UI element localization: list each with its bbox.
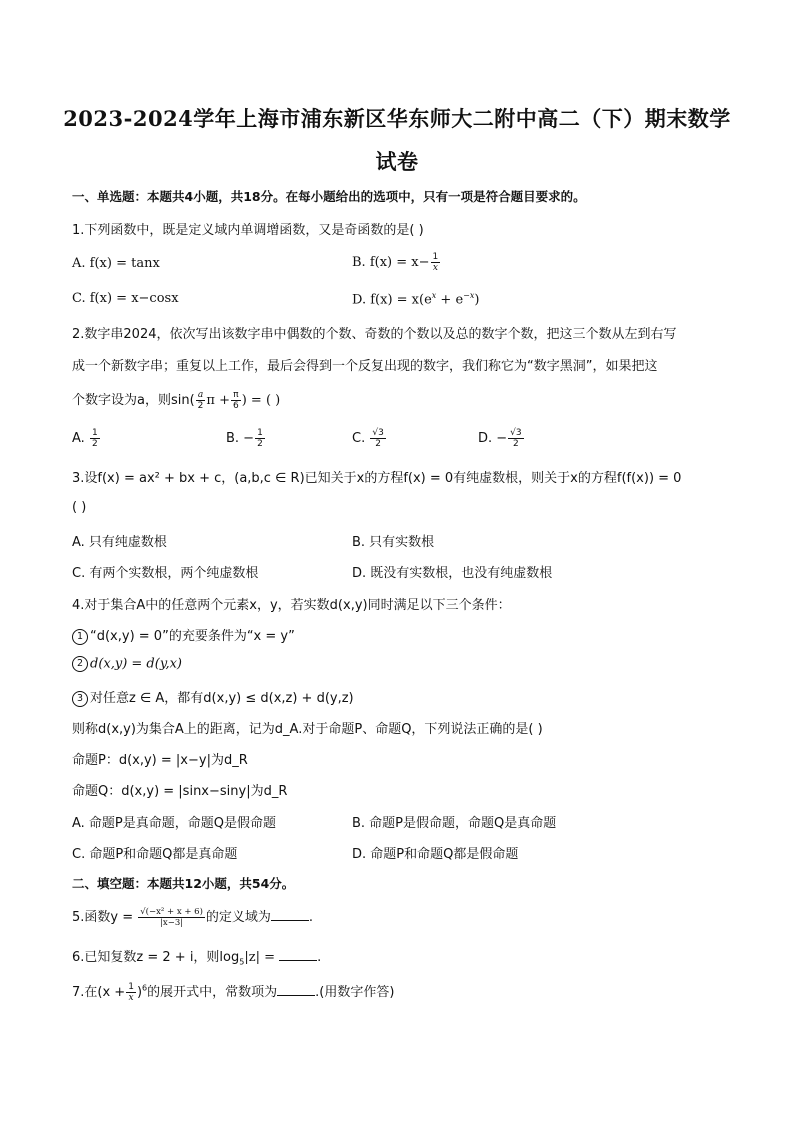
q4-option-c: C. 命题P和命题Q都是真命题 [72,847,238,862]
q1-option-c: C. f(x) = x−cosx [72,291,179,306]
q4-condition-3: 3 对任意z ∈ A，都有d(x,y) ≤ d(x,z) + d(y,z) [72,687,354,707]
q4-option-b: B. 命题P是假命题，命题Q是真命题 [352,816,557,831]
q3-option-c: C. 有两个实数根，两个纯虚数根 [72,566,259,581]
q2-option-a: A. $\frac{1}{2}$ [72,428,98,449]
section1-header: 一、单选题：本题共4小题，共18分。在每小题给出的选项中，只有一项是符合题目要求的。 [72,189,586,204]
q5-stem: 5.函数y = $\frac{\text{√(−x² + x + 6)}}{|x-3|}$ 的定义域为 . [72,907,314,928]
q1-option-a: A. f(x) = tanx [72,256,160,271]
q7-stem: 7.在(x + $\frac{1}{x}$ )$^6$的展开式中，常数项为 .(用数字作答) [72,982,395,1003]
q2-option-d: D. − $\frac{√3}{2}$ [478,428,522,449]
q2-stem-line3: 个数字设为a，则sin( $\frac{a}{2}$ π + $\frac{\pi}{6}$ ) = ( ) [72,390,281,411]
q5-fraction: $\frac{\text{√(−x² + x + 6)}}{|x-3|}$ [140,907,203,928]
q2-stem-line2: 成一个新数字串；重复以上工作，最后会得到一个反复出现的数字，我们称它为“数字黑洞”，如果把这 [72,359,658,374]
q1-b-fraction: $\frac{1}{x}$ [432,252,439,273]
q7-fraction: $\frac{1}{x}$ [128,982,134,1003]
q1-stem: 1.下列函数中，既是定义域内单调增函数，又是奇函数的是( ) [72,223,424,238]
q4-option-d: D. 命题P和命题Q都是假命题 [352,847,519,862]
q4-option-a: A. 命题P是真命题，命题Q是假命题 [72,816,277,831]
q3-option-b: B. 只有实数根 [352,535,435,550]
q7-answer-blank[interactable] [277,983,315,996]
q4-proposition-p: 命题P：d(x,y) = |x−y|为d_R [72,753,248,768]
q5-answer-blank[interactable] [271,908,309,921]
q4-condition-2: 2 d(x,y) = d(y,x) [72,656,182,672]
q4-stem: 4.对于集合A中的任意两个元素x，y，若实数d(x,y)同时满足以下三个条件： [72,598,511,613]
q2-stem-line1: 2.数字串2024，依次写出该数字串中偶数的个数、奇数的个数以及总的数字个数，把这三个数从左到右写 [72,327,677,342]
q6-stem: 6.已知复数z = 2 + i，则$\log_5|z|$ = . [72,950,322,967]
exam-title-line2: 试卷 [375,149,419,174]
circled-number-3: 3 [72,691,88,707]
q3-option-a: A. 只有纯虚数根 [72,535,167,550]
circled-number-1: 1 [72,629,88,645]
q1-option-b: B. f(x) = x− $\frac{1}{x}$ [352,252,439,273]
q2-option-c: C. $\frac{√3}{2}$ [352,428,384,449]
q6-answer-blank[interactable] [279,948,317,961]
exam-title-line1: 2023-2024学年上海市浦东新区华东师大二附中高二（下）期末数学 [63,106,731,131]
q4-proposition-q: 命题Q：d(x,y) = |sinx−siny|为d_R [72,784,288,799]
section2-header: 二、填空题：本题共12小题，共54分。 [72,876,295,891]
q3-stem-line2: ( ) [72,500,87,515]
q4-definition: 则称d(x,y)为集合A上的距离，记为d_A.对于命题P、命题Q，下列说法正确的是( ) [72,722,543,737]
q2-frac-pi-over-6: $\frac{\pi}{6}$ [232,390,239,411]
q3-option-d: D. 既没有实数根，也没有纯虚数根 [352,566,553,581]
circled-number-2: 2 [72,656,88,672]
q2-frac-a-over-2: $\frac{a}{2}$ [197,390,204,411]
q1-option-d: D. $f(x) = x(e^x + e^{-x})$ [352,291,480,308]
q4-condition-1: 1 “d(x,y) = 0”的充要条件为“x = y” [72,625,295,645]
q2-option-b: B. − $\frac{1}{2}$ [226,428,263,449]
q3-stem-line1: 3.设f(x) = ax² + bx + c，(a,b,c ∈ R)已知关于x的方程f(x) = 0有纯虚数根，则关于x的方程f(f(x)) = 0 [72,471,682,486]
